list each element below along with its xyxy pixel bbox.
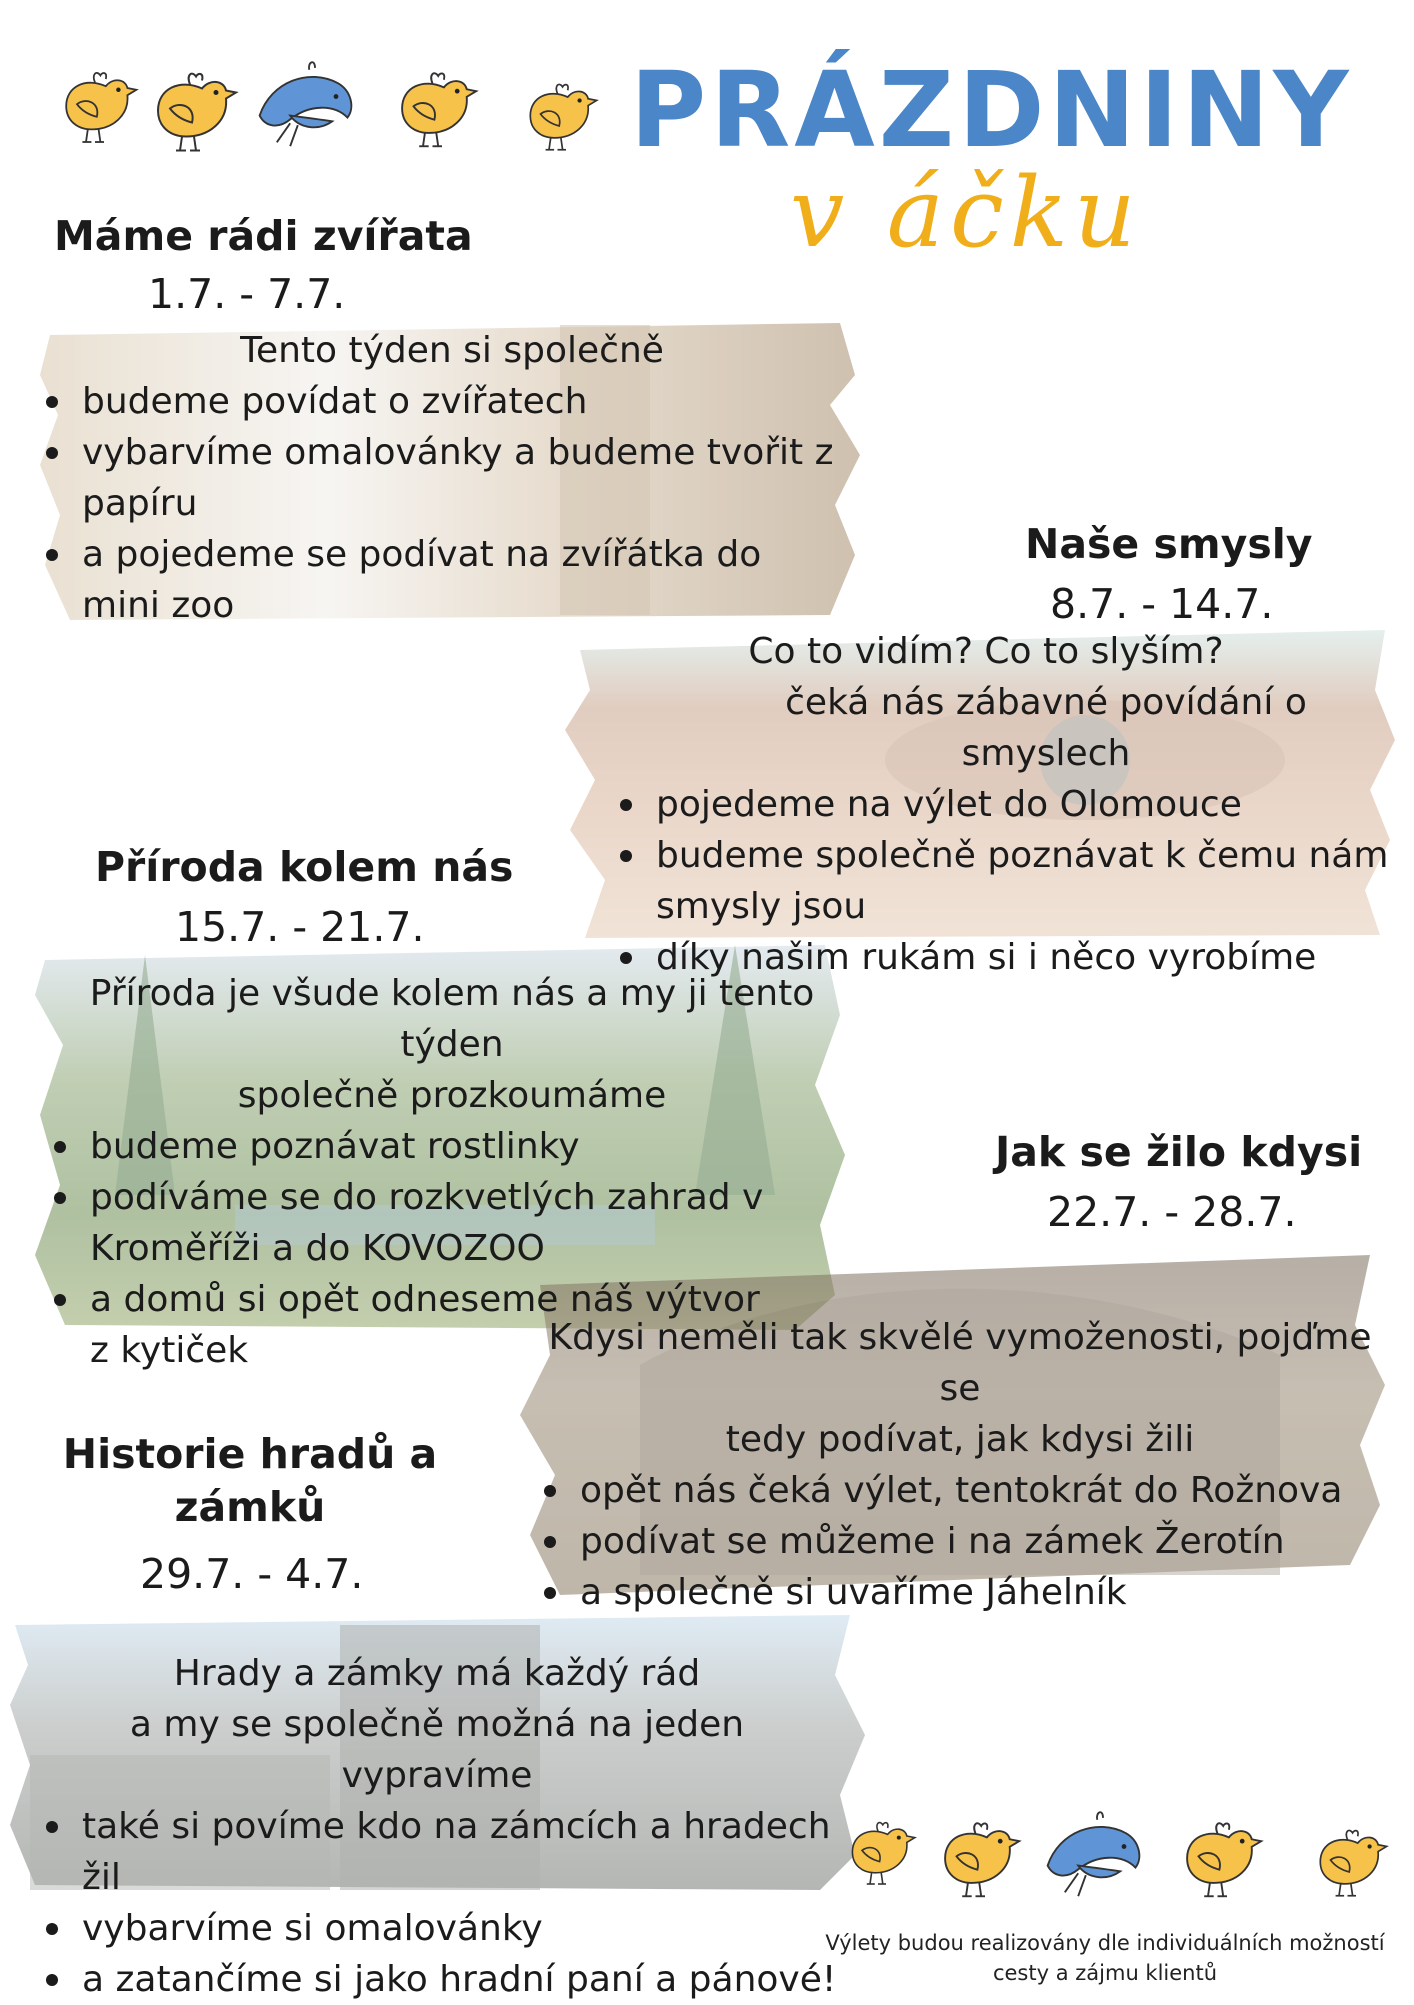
section-intro: Co to vidím? Co to slyším? [748, 631, 1224, 672]
section-dates: 22.7. - 28.7. [1047, 1188, 1297, 1236]
section-title: Máme rádi zvířata [54, 212, 473, 260]
yellow-bird-icon [838, 1818, 918, 1898]
yellow-bird-icon [140, 68, 240, 167]
list-item: budeme poznávat rostlinky [50, 1121, 790, 1172]
section-title-line: zámků [174, 1483, 326, 1532]
footer-note [800, 1928, 1410, 1988]
section-intro: společně prozkoumáme [237, 1075, 667, 1116]
section-title: Jak se žilo kdysi [995, 1128, 1363, 1176]
section-body [42, 325, 842, 631]
yellow-bird-icon [928, 1818, 1023, 1912]
section-intro: čeká nás zábavné povídání o smyslech [785, 682, 1307, 774]
list-item: a pojedeme se podívat na zvířátka do mini zoo [42, 529, 842, 631]
list-item: vybarvíme si omalovánky [42, 1903, 872, 1954]
list-item: opět nás čeká výlet, tentokrát do Rožnova [540, 1465, 1400, 1516]
section-body [616, 626, 1396, 983]
yellow-bird-icon [1305, 1826, 1390, 1910]
list-item: vybarvíme omalovánky a budeme tvořit z papíru [42, 427, 842, 529]
section-dates: 29.7. - 4.7. [140, 1550, 364, 1598]
list-item: budeme povídat o zvířatech [42, 376, 842, 427]
blue-bird-icon [1040, 1810, 1145, 1909]
list-item: pojedeme na výlet do Olomouce [616, 779, 1396, 830]
section-dates: 1.7. - 7.7. [148, 270, 346, 318]
yellow-bird-icon [385, 68, 480, 162]
list-item: podíváme se do rozkvetlých zahrad v Kroměříži a do KOVOZOO [50, 1172, 790, 1274]
section-title: Příroda kolem nás [95, 843, 514, 891]
list-item: a zatančíme si jako hradní paní a pánové! [42, 1954, 872, 2005]
section-dates: 15.7. - 21.7. [175, 903, 425, 951]
section-intro: Kdysi neměli tak skvělé vymoženosti, pojďme se [548, 1317, 1372, 1409]
section-body [42, 1648, 872, 2005]
section-intro: Tento týden si společně [240, 330, 664, 371]
list-item: budeme společně poznávat k čemu nám smysly jsou [616, 830, 1396, 932]
section-intro: tedy podívat, jak kdysi žili [725, 1419, 1195, 1460]
page-title: PRÁZDNINY [630, 49, 1353, 171]
section-body [540, 1312, 1400, 1618]
list-item: a domů si opět odneseme náš výtvor z kytiček [50, 1274, 790, 1376]
footer-line: Výlety budou realizovány dle individuálních možností [825, 1931, 1385, 1955]
yellow-bird-icon [1170, 1818, 1265, 1912]
list-item: a společně si uvaříme Jáhelník [540, 1567, 1400, 1618]
yellow-bird-icon [515, 80, 600, 164]
list-item: také si povíme kdo na zámcích a hradech žil [42, 1801, 872, 1903]
page-subtitle: v áčku [790, 157, 1142, 269]
list-item: díky našim rukám si i něco vyrobíme [616, 932, 1396, 983]
section-intro: a my se společně možná na jeden vypravíme [129, 1704, 745, 1796]
yellow-bird-icon [50, 68, 140, 157]
section-title [50, 1430, 450, 1532]
blue-bird-icon [252, 60, 357, 159]
section-title: Naše smysly [1025, 520, 1313, 568]
section-intro: Hrady a zámky má každý rád [173, 1653, 701, 1694]
section-dates: 8.7. - 14.7. [1050, 580, 1274, 628]
footer-line: cesty a zájmu klientů [992, 1961, 1218, 1985]
list-item: podívat se můžeme i na zámek Žerotín [540, 1516, 1400, 1567]
section-intro: Příroda je všude kolem nás a my ji tento týden [89, 973, 815, 1065]
section-title-line: Historie hradů a [62, 1430, 438, 1478]
